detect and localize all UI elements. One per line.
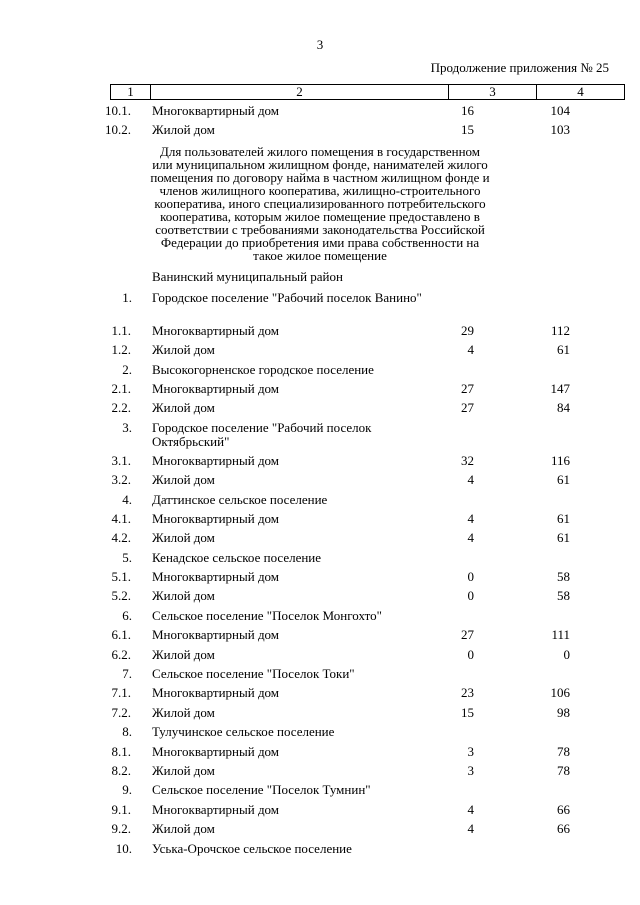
- row-col3-value: 4: [467, 510, 474, 526]
- row-col4-value: 104: [550, 103, 570, 118]
- row-number: 6.1.: [111, 627, 131, 643]
- row-col4-value: 66: [557, 801, 570, 817]
- row-name: Многоквартирный дом: [152, 380, 280, 396]
- row-number: 2.2.: [111, 400, 131, 416]
- row-number: 5.2.: [111, 588, 131, 604]
- row-col4-value: 98: [557, 704, 570, 720]
- row-col4-value: 78: [557, 743, 570, 759]
- row-col3-value: 32: [461, 452, 474, 468]
- row-col4-value: 106: [550, 685, 570, 701]
- row-col4-value: 103: [550, 122, 570, 138]
- settlement-heading-row: [0, 609, 640, 628]
- settlement-name: Даттинское сельское поселение: [152, 491, 328, 507]
- row-name: Жилой дом: [152, 472, 215, 488]
- settlement-number: 1.: [122, 289, 132, 305]
- row-col4-value: 66: [557, 821, 570, 837]
- settlement-name: Городское поселение "Рабочий поселок Ванино": [152, 289, 422, 305]
- settlement-name: Высокогорненское городское поселение: [152, 361, 374, 377]
- row-name: Многоквартирный дом: [152, 801, 280, 817]
- row-number: 1.2.: [111, 342, 131, 358]
- table-row: [0, 745, 640, 764]
- district-name: Ванинский муниципальный район: [152, 268, 343, 284]
- settlement-name: Сельское поселение "Поселок Токи": [152, 666, 355, 682]
- settlement-heading-row: [0, 667, 640, 686]
- column-header-table: [110, 84, 625, 100]
- row-number: 9.2.: [111, 821, 131, 837]
- row-name: Жилой дом: [152, 762, 215, 778]
- row-number: 9.1.: [111, 801, 131, 817]
- row-name: Жилой дом: [152, 821, 215, 837]
- row-number: 5.1.: [111, 569, 131, 585]
- settlement-name: Сельское поселение "Поселок Монгохто": [152, 607, 382, 623]
- row-col4-value: 147: [550, 380, 570, 396]
- settlement-number: 2.: [122, 361, 132, 377]
- column-header-1: 1: [111, 85, 151, 100]
- row-name: Многоквартирный дом: [152, 743, 280, 759]
- settlement-heading-row: [0, 783, 640, 802]
- settlement-number: 10.: [115, 840, 132, 856]
- settlement-heading-row: [0, 291, 640, 324]
- settlement-heading-row: [0, 493, 640, 512]
- row-col3-value: 27: [461, 400, 474, 416]
- column-header-2: 2: [151, 85, 449, 100]
- row-col3-value: 27: [461, 380, 474, 396]
- row-name: Жилой дом: [152, 588, 215, 604]
- table-row: [0, 706, 640, 725]
- settlement-heading-row: [0, 421, 640, 454]
- row-name: Жилой дом: [152, 646, 215, 662]
- row-number: 1.1.: [111, 322, 131, 338]
- row-col4-value: 78: [557, 762, 570, 778]
- row-number: 4.2.: [111, 530, 131, 546]
- settlement-number: 3.: [122, 419, 132, 435]
- row-col3-value: 4: [467, 342, 474, 358]
- row-col4-value: 112: [550, 322, 570, 338]
- row-number: 7.2.: [111, 704, 131, 720]
- row-col3-value: 4: [467, 530, 474, 546]
- row-col3-value: 15: [461, 704, 474, 720]
- row-col3-value: 23: [461, 685, 474, 701]
- settlement-heading-row: [0, 842, 640, 861]
- row-col4-value: 61: [557, 342, 570, 358]
- row-col3-value: 0: [467, 646, 474, 662]
- row-col3-value: 15: [461, 122, 474, 138]
- settlement-number: 9.: [122, 782, 132, 798]
- row-col3-value: 4: [467, 821, 474, 837]
- row-name: Жилой дом: [152, 530, 215, 546]
- table-row: [0, 512, 640, 531]
- row-col3-value: 4: [467, 472, 474, 488]
- settlement-number: 6.: [122, 607, 132, 623]
- row-number: 3.2.: [111, 472, 131, 488]
- row-name: Многоквартирный дом: [152, 685, 280, 701]
- table-row: [0, 324, 640, 343]
- row-number: 2.1.: [111, 380, 131, 396]
- table-row: [0, 764, 640, 783]
- row-col3-value: 0: [467, 588, 474, 604]
- table-row: [0, 473, 640, 492]
- row-number: 8.1.: [111, 743, 131, 759]
- continuation-label: Продолжение приложения № 25: [430, 60, 609, 75]
- column-header-4: 4: [537, 85, 625, 100]
- row-col4-value: 0: [563, 646, 570, 662]
- row-col4-value: 116: [550, 452, 570, 468]
- row-col3-value: 4: [467, 801, 474, 817]
- row-col4-value: 61: [557, 530, 570, 546]
- row-col3-value: 29: [461, 322, 474, 338]
- row-name: Многоквартирный дом: [152, 322, 280, 338]
- row-number: 6.2.: [111, 646, 131, 662]
- row-col4-value: 61: [557, 510, 570, 526]
- table-row: [0, 382, 640, 401]
- settlement-name: Тулучинское сельское поселение: [152, 724, 335, 740]
- settlement-number: 7.: [122, 666, 132, 682]
- row-name: Многоквартирный дом: [152, 627, 280, 643]
- row-col3-value: 0: [467, 569, 474, 585]
- settlement-number: 5.: [122, 549, 132, 565]
- settlement-number: 4.: [122, 491, 132, 507]
- row-col3-value: 27: [461, 627, 474, 643]
- row-col4-value: 61: [557, 472, 570, 488]
- column-header-3: 3: [449, 85, 537, 100]
- row-name: Многоквартирный дом: [152, 103, 280, 118]
- settlement-name: Кенадское сельское поселение: [152, 549, 322, 565]
- row-col3-value: 3: [467, 743, 474, 759]
- row-number: 8.2.: [111, 762, 131, 778]
- page-number: 3: [316, 37, 324, 52]
- column-header-row: [111, 85, 625, 100]
- table-row: [0, 401, 640, 420]
- settlement-heading-row: [0, 725, 640, 744]
- row-col4-value: 58: [557, 569, 570, 585]
- document-body: [0, 104, 640, 861]
- settlement-name: Городское поселение "Рабочий поселок Октябрьский": [152, 419, 372, 449]
- settlement-name: Уська-Орочское сельское поселение: [152, 840, 352, 856]
- row-number: 10.2.: [105, 122, 131, 138]
- table-row: [0, 343, 640, 362]
- row-name: Многоквартирный дом: [152, 569, 280, 585]
- row-name: Жилой дом: [152, 122, 215, 138]
- table-row: [0, 123, 640, 142]
- row-name: Многоквартирный дом: [152, 510, 280, 526]
- row-name: Жилой дом: [152, 704, 215, 720]
- table-row: [0, 803, 640, 822]
- table-row: [0, 570, 640, 589]
- table-row: [0, 454, 640, 473]
- table-row: [0, 531, 640, 550]
- settlement-heading-row: [0, 363, 640, 382]
- table-row: [0, 648, 640, 667]
- section-heading: Для пользователей жилого помещения в государственном или муниципальном жилищном фонде, нанимателей жилого помещения по договору найма в частном жилищном фонде и членов жилищного кооператива, жилищно-строительного кооператива, иного специализированного потребительского кооператива, которым жилое помещение предоставлено в соответствии с требованиями законодательства Российской Федерации до приобретения ими права собственности на такое жилое помещение: [150, 143, 490, 263]
- row-col3-value: 3: [467, 762, 474, 778]
- row-name: Многоквартирный дом: [152, 452, 280, 468]
- table-row: [0, 822, 640, 841]
- row-number: 10.1.: [105, 103, 131, 118]
- row-number: 7.1.: [111, 685, 131, 701]
- settlements-list: [0, 291, 640, 861]
- table-row: [0, 104, 640, 123]
- row-number: 3.1.: [111, 452, 131, 468]
- row-col4-value: 58: [557, 588, 570, 604]
- row-name: Жилой дом: [152, 342, 215, 358]
- row-col4-value: 111: [551, 627, 570, 643]
- row-name: Жилой дом: [152, 400, 215, 416]
- table-row: [0, 628, 640, 647]
- settlement-name: Сельское поселение "Поселок Тумнин": [152, 782, 371, 798]
- row-number: 4.1.: [111, 510, 131, 526]
- table-row: [0, 589, 640, 608]
- row-col3-value: 16: [461, 103, 474, 118]
- settlement-number: 8.: [122, 724, 132, 740]
- table-row: [0, 686, 640, 705]
- settlement-heading-row: [0, 551, 640, 570]
- row-col4-value: 84: [557, 400, 570, 416]
